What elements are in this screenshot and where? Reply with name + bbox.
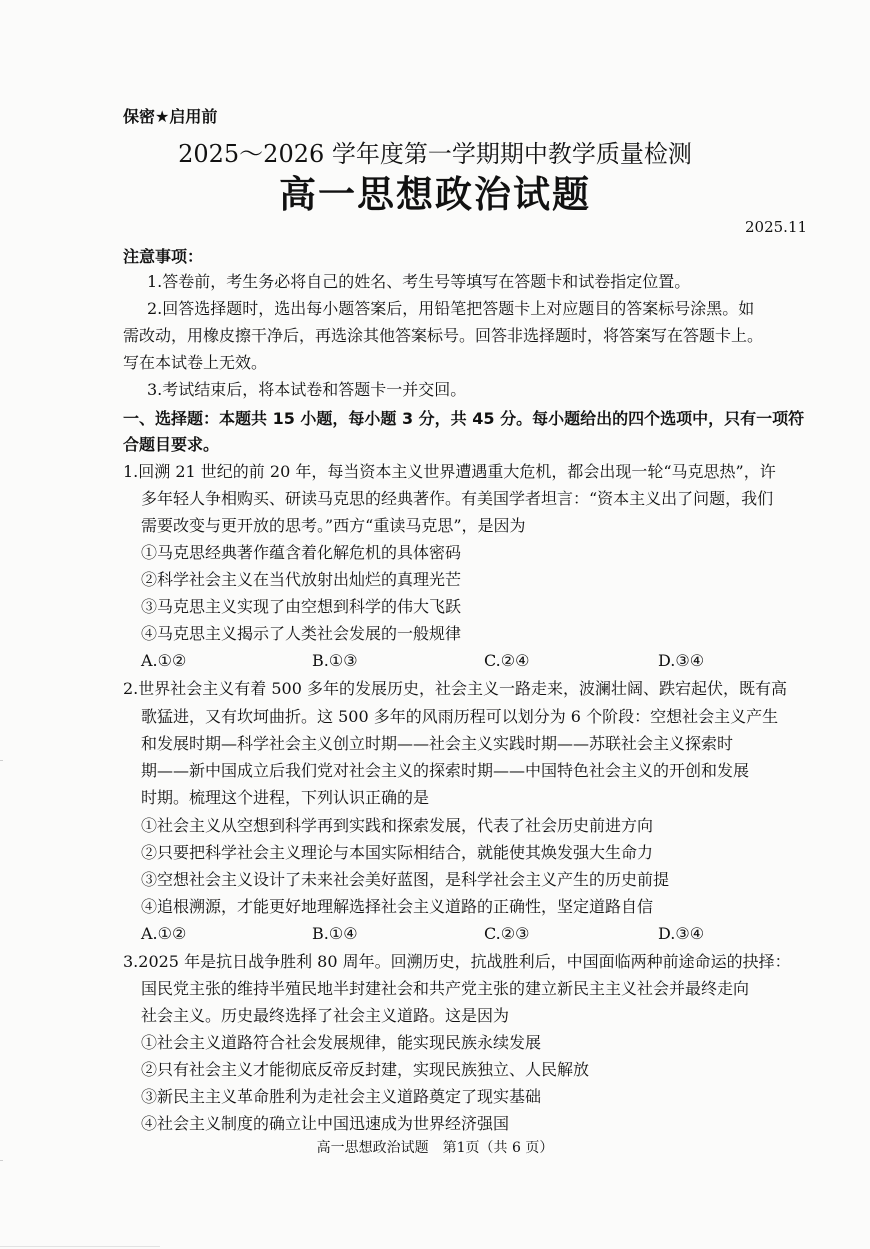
notice-heading: 注意事项：: [123, 247, 204, 266]
statement: ④马克思主义揭示了人类社会发展的一般规律: [141, 624, 462, 643]
notice-item: 3.考试结束后，将本试卷和答题卡一并交回。: [147, 380, 467, 399]
notice-item: 2.回答选择题时，选出每小题答案后，用铅笔把答题卡上对应题目的答案标号涂黑。如: [147, 299, 755, 318]
notice-item: 写在本试卷上无效。: [123, 353, 268, 372]
question-stem: 多年轻人争相购买、研读马克思的经典著作。有美国学者坦言：“资本主义出了问题，我们: [141, 489, 774, 508]
question-stem: 期——新中国成立后我们党对社会主义的探索时期——中国特色社会主义的开创和发展: [141, 761, 750, 780]
exam-name: 2025～2026 学年度第一学期期中教学质量检测: [178, 140, 692, 168]
question-stem: 国民党主张的维持半殖民地半封建社会和共产党主张的建立新民主主义社会并最终走向: [141, 979, 750, 998]
statement: ③新民主主义革命胜利为走社会主义道路奠定了现实基础: [141, 1087, 542, 1106]
page-footer: 高一思想政治试题 第1页（共 6 页）: [316, 1140, 554, 1156]
paper-title: 高一思想政治试题: [279, 173, 591, 216]
question-stem: 1.回溯 21 世纪的前 20 年，每当资本主义世界遭遇重大危机，都会出现一轮“马克思热”，许: [123, 462, 776, 481]
question-stem: 社会主义。历史最终选择了社会主义道路。这是因为: [141, 1006, 510, 1025]
question-stem: 和发展时期—科学社会主义创立时期——社会主义实践时期——苏联社会主义探索时: [141, 734, 734, 753]
statement: ④追根溯源，才能更好地理解选择社会主义道路的正确性，坚定道路自信: [141, 897, 654, 916]
option-c: C.②③: [484, 924, 530, 943]
notice-item: 1.答卷前，考生务必将自己的姓名、考生号等填写在答题卡和试卷指定位置。: [147, 272, 691, 291]
question-stem: 2.世界社会主义有着 500 多年的发展历史，社会主义一路走来，波澜壮阔、跌宕起伏，既有高: [123, 679, 787, 698]
statement: ①马克思经典著作蕴含着化解危机的具体密码: [141, 543, 462, 562]
secret-mark: 保密★启用前: [123, 107, 218, 126]
option-a: A.①②: [141, 651, 187, 670]
section-heading: 一、选择题：本题共 15 小题，每小题 3 分，共 45 分。每小题给出的四个选项中，只有一项符: [123, 409, 805, 428]
option-d: D.③④: [658, 924, 705, 943]
question-stem: 需要改变与更开放的思考。”西方“重读马克思”，是因为: [141, 516, 526, 535]
statement: ①社会主义从空想到科学再到实践和探索发展，代表了社会历史前进方向: [141, 816, 654, 835]
scan-mark: [0, 760, 3, 761]
option-a: A.①②: [141, 924, 187, 943]
option-b: B.①④: [312, 924, 358, 943]
scan-edge: [0, 1246, 160, 1247]
statement: ④社会主义制度的确立让中国迅速成为世界经济强国: [141, 1114, 510, 1133]
statement: ③空想社会主义设计了未来社会美好蓝图，是科学社会主义产生的历史前提: [141, 870, 670, 889]
statement: ②只要把科学社会主义理论与本国实际相结合，就能使其焕发强大生命力: [141, 843, 654, 862]
statement: ①社会主义道路符合社会发展规律，能实现民族永续发展: [141, 1033, 542, 1052]
option-d: D.③④: [658, 651, 705, 670]
statement: ③马克思主义实现了由空想到科学的伟大飞跃: [141, 597, 462, 616]
option-c: C.②④: [484, 651, 530, 670]
section-heading: 合题目要求。: [123, 435, 220, 454]
exam-date: 2025.11: [745, 218, 808, 236]
notice-item: 需改动，用橡皮擦干净后，再选涂其他答案标号。回答非选择题时，将答案写在答题卡上。: [123, 326, 764, 345]
option-b: B.①③: [312, 651, 358, 670]
statement: ②科学社会主义在当代放射出灿烂的真理光芒: [141, 570, 462, 589]
question-stem: 3.2025 年是抗日战争胜利 80 周年。回溯历史，抗战胜利后，中国面临两种前途命运的抉择：: [123, 952, 791, 971]
question-stem: 歌猛进，又有坎坷曲折。这 500 多年的风雨历程可以划分为 6 个阶段：空想社会主义产生: [141, 707, 779, 726]
scan-mark: [0, 1160, 3, 1161]
statement: ②只有社会主义才能彻底反帝反封建，实现民族独立、人民解放: [141, 1060, 590, 1079]
question-stem: 时期。梳理这个进程，下列认识正确的是: [141, 788, 430, 807]
